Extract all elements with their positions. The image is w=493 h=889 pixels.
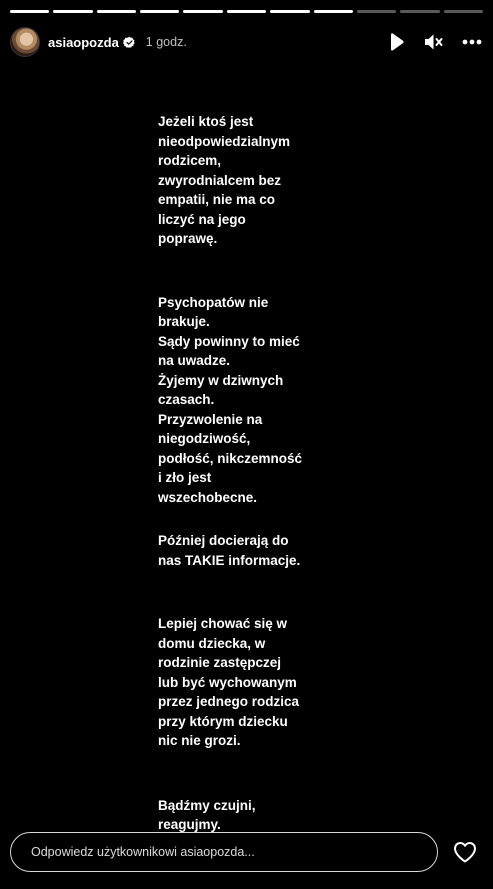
verified-icon xyxy=(123,36,136,49)
username[interactable]: asiaopozda xyxy=(48,34,119,50)
story-paragraph: Lepiej chować się w domu dziecka, w rodzinie zastępczej lub być wychowanym przez jednego rodzica przy którym dziecku nic nie grozi. xyxy=(158,616,300,748)
story-header xyxy=(10,26,483,58)
progress-segment xyxy=(53,10,92,13)
story-paragraph: Psychopatów nie brakuje. Sądy powinny to mieć na uwadze. Żyjemy w dziwnych czasach. Przyzwolenie na niegodziwość, podłość, nikczemność i zło jest wszechobecne. xyxy=(158,294,303,505)
like-button[interactable] xyxy=(452,839,478,865)
progress-segment xyxy=(97,10,136,13)
progress-segment xyxy=(227,10,266,13)
story-paragraph: Bądźmy czujni, reagujmy. xyxy=(158,797,256,832)
mute-icon xyxy=(424,33,444,51)
mute-button[interactable] xyxy=(423,31,445,53)
progress-segment xyxy=(400,10,439,13)
heart-icon xyxy=(453,841,477,863)
progress-segment xyxy=(183,10,222,13)
avatar[interactable] xyxy=(10,27,40,57)
story-paragraph: Jeżeli ktoś jest nieodpowiedzialnym rodzicem, zwyrodnialcem bez empatii, nie ma co liczyć na jego poprawę. xyxy=(158,114,291,246)
story-progress-bar xyxy=(10,10,483,13)
progress-segment xyxy=(140,10,179,13)
post-time: 1 godz. xyxy=(145,35,187,49)
progress-segment xyxy=(357,10,396,13)
progress-segment xyxy=(444,10,483,13)
more-options-button[interactable] xyxy=(461,31,483,53)
story-controls xyxy=(385,31,483,53)
progress-segment xyxy=(10,10,49,13)
play-icon xyxy=(388,33,404,51)
reply-input[interactable] xyxy=(31,845,437,859)
story-text xyxy=(158,112,333,835)
reply-bar[interactable] xyxy=(10,832,438,872)
progress-segment xyxy=(270,10,309,13)
story-paragraph: Później docierają do nas TAKIE informacje. xyxy=(158,533,301,568)
more-icon xyxy=(462,39,482,45)
play-button[interactable] xyxy=(385,31,407,53)
progress-segment xyxy=(314,10,353,13)
